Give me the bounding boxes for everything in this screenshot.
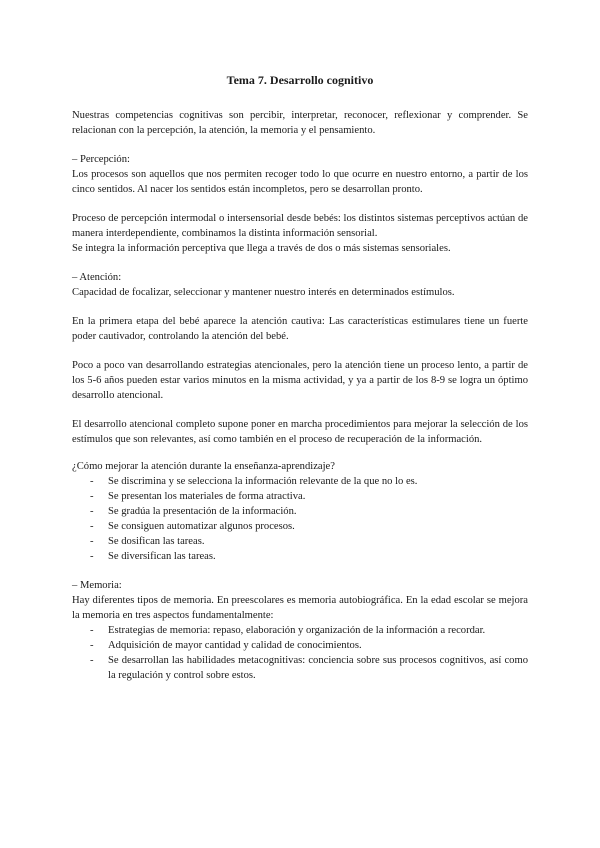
- percepcion-paragraph-3: Se integra la información perceptiva que llega a través de dos o más sistemas sensoriales.: [72, 243, 451, 254]
- list-item: - Se presentan los materiales de forma atractiva.: [72, 489, 528, 504]
- section-heading-memoria: – Memoria:: [72, 580, 122, 591]
- memoria-list: [72, 623, 528, 683]
- intro-paragraph: Nuestras competencias cognitivas son percibir, interpretar, reconocer, reflexionar y comprender. Se relacionan con la percepción, la atención, la memoria y el pensamiento.: [72, 110, 528, 136]
- atencion-list: [72, 474, 528, 564]
- atencion-question: ¿Cómo mejorar la atención durante la enseñanza-aprendizaje?: [72, 461, 335, 472]
- section-heading-percepcion: – Percepción:: [72, 154, 130, 165]
- section-heading-atencion: – Atención:: [72, 272, 122, 283]
- memoria-paragraph-1: Hay diferentes tipos de memoria. En preescolares es memoria autobiográfica. En la edad escolar se mejora la memoria en tres aspectos fundamentalmente:: [72, 595, 528, 621]
- page-title: Tema 7. Desarrollo cognitivo: [226, 73, 374, 87]
- percepcion-paragraph-1: Los procesos son aquellos que nos permiten recoger todo lo que ocurre en nuestro entorno, a partir de los cinco sentidos. Al nacer los sentidos están incompletos, pero se desarrollan pronto.: [72, 169, 528, 195]
- list-item: - Se consiguen automatizar algunos procesos.: [72, 519, 528, 534]
- list-item: - Se dosifican las tareas.: [72, 534, 528, 549]
- list-item: - Se desarrollan las habilidades metacognitivas: conciencia sobre sus procesos cognitivos, así como la regulación y control sobre estos.: [72, 653, 528, 683]
- percepcion-paragraph-2: Proceso de percepción intermodal o intersensorial desde bebés: los distintos sistemas perceptivos actúan de manera interdependiente, combinamos la distinta información sensorial.: [72, 213, 528, 239]
- list-item: - Se gradúa la presentación de la información.: [72, 504, 528, 519]
- atencion-paragraph-1: Capacidad de focalizar, seleccionar y mantener nuestro interés en determinados estímulos.: [72, 287, 455, 298]
- list-item: - Adquisición de mayor cantidad y calidad de conocimientos.: [72, 638, 528, 653]
- list-item: - Se discrimina y se selecciona la información relevante de la que no lo es.: [72, 474, 528, 489]
- atencion-paragraph-4: El desarrollo atencional completo supone poner en marcha procedimientos para mejorar la selección de los estímulos que son relevantes, así como también en el proceso de recuperación de la información.: [72, 419, 528, 445]
- atencion-paragraph-2: En la primera etapa del bebé aparece la atención cautiva: Las características estimulares tiene un fuerte poder cautivador, controlando la atención del bebé.: [72, 316, 528, 342]
- list-item: - Estrategias de memoria: repaso, elaboración y organización de la información a recordar.: [72, 623, 528, 638]
- atencion-paragraph-3: Poco a poco van desarrollando estrategias atencionales, pero la atención tiene un proceso lento, a partir de los 5-6 años pueden estar varios minutos en la misma actividad, y ya a partir de los 8-9 se logra un óptimo desarrollo atencional.: [72, 360, 528, 401]
- list-item: - Se diversifican las tareas.: [72, 549, 528, 564]
